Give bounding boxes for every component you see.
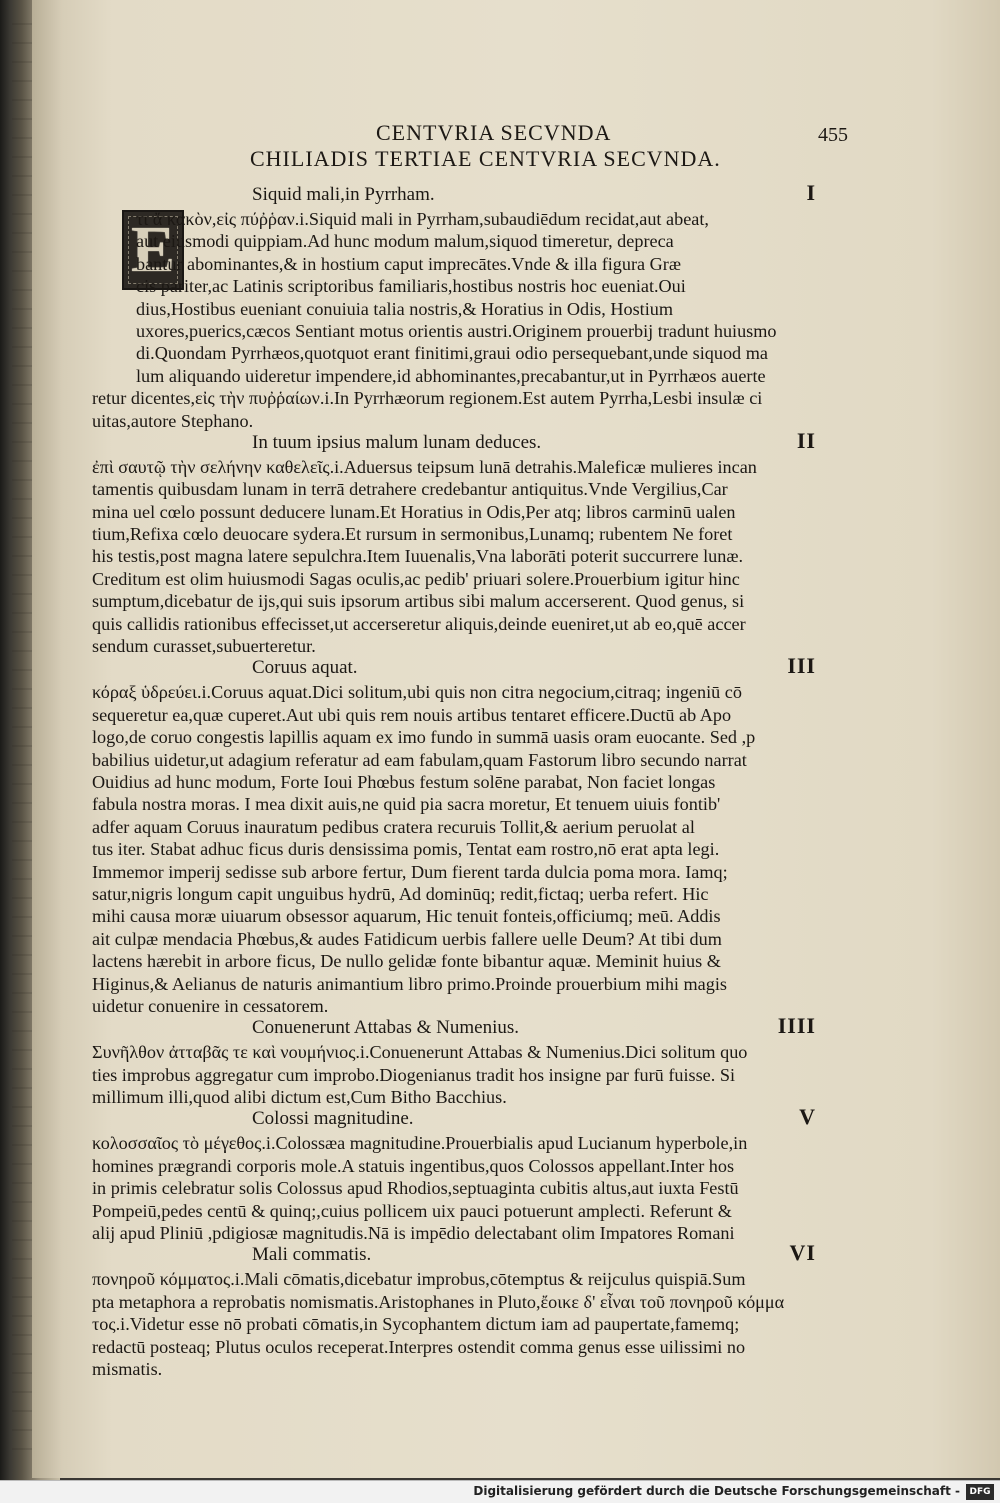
entry-numeral: II xyxy=(796,427,816,453)
text-line: Pompeiū,pedes centū & quinq;,cuius pollicem uix pauci potuerunt amplecti. Referunt & xyxy=(92,1200,732,1221)
text-line: Ouidius ad hunc modum, Forte Ioui Phœbus festum solēne parabat, Non faciet longas xyxy=(92,771,716,792)
entry-numeral: V xyxy=(799,1104,816,1130)
dfg-logo: DFG xyxy=(966,1484,994,1500)
text-line: lactens hærebit in arbore ficus, De nullo gelidæ fonte bibantur aquæ. Meminit huius & xyxy=(92,951,721,972)
entry-heading xyxy=(92,180,832,208)
text-line: uxores,puerics,cæcos Sentiant motus orientis austri.Originem prouerbij tradunt huiusmo xyxy=(136,320,777,341)
entry-heading xyxy=(92,1240,832,1268)
entry-numeral: I xyxy=(806,180,816,205)
entry-body xyxy=(92,681,832,1017)
text-line: uidetur conuenire in cessatorem. xyxy=(92,995,329,1016)
entry-body xyxy=(92,1132,832,1244)
entry-numeral: III xyxy=(787,653,816,679)
scan-credit-text: Digitalisierung gefördert durch die Deutsche Forschungsgemeinschaft - xyxy=(473,1484,960,1498)
entry-numeral: VI xyxy=(789,1240,816,1266)
entry-heading xyxy=(92,1013,832,1041)
text-line: retur dicentes,εἰς τὴν πυῤῥαίων.i.In Pyrrhæorum regionem.Est autem Pyrrha,Lesbi insulæ ci xyxy=(92,388,763,409)
entry-body xyxy=(92,456,832,658)
text-line: uitas,autore Stephano. xyxy=(92,410,254,431)
text-line: sendum curasset,subuerteretur. xyxy=(92,636,316,657)
text-line: quis callidis rationibus effecisset,ut accerseretur aliquis,deinde eueniret,ut ab eo,quē accer xyxy=(92,613,746,634)
text-line: Immemor imperij sedisse sub arbore fertur, Dum fierent tarda dulcia poma mora. Iamq; xyxy=(92,861,728,882)
text-block xyxy=(92,180,832,1380)
text-line: Higinus,& Aelianus de naturis animantium libro primo.Proinde prouerbium mihi magis xyxy=(92,973,727,994)
entry-heading xyxy=(92,653,832,681)
text-line: tium,Refixa cœlo deuocare sydera.Et rursum in sermonibus,Lunamq; rubentem Ne foret xyxy=(92,524,733,545)
text-line: sequeretur ea,quæ cuperet.Aut ubi quis rem nouis artibus tentaret efficere.Ductū ab Apo xyxy=(92,704,732,725)
text-line: tamentis quibusdam lunam in terrā detrahere credebantur antiquitus.Vnde Vergilius,Car xyxy=(92,479,728,500)
text-line: mihi causa moræ uiuarum obsessor aquarum, Hic tenuit fonteis,officiumq; meū. Addis xyxy=(92,906,721,927)
text-line: redactū posteaq; Plutus oculos receperat.Interpres ostendit comma genus esse uilissimi no xyxy=(92,1336,746,1357)
text-line: mina uel cœlo possunt deducere lunam.Et Horatius in Odis,Per atq; libros carminū ualen xyxy=(92,501,736,522)
running-title: CENTVRIA SECVNDA xyxy=(376,120,612,145)
text-line: cis pariter,ac Latinis scriptoribus familiaris,hostibus nostris hoc eueniat.Oui xyxy=(136,276,686,297)
text-line: bantur abominantes,& in hostium caput imprecātes.Vnde & illa figura Græ xyxy=(136,253,681,274)
text-line: tus iter. Stabat adhuc ficus duris densissima pomis, Tentat eam rostro,nō erat apta legi. xyxy=(92,839,720,860)
text-line: τι ἄ κακὸν,εἰς πύῤῥαν.i.Siquid mali in Pyrrham,subaudiēdum recidat,aut abeat, xyxy=(136,209,709,229)
chiliad-title: CHILIADIS TERTIAE CENTVRIA SECVNDA. xyxy=(250,146,721,171)
entry-title: Colossi magnitudine. xyxy=(252,1108,414,1130)
text-line: alij apud Pliniū ,pdigiosæ magnitudis.Nā is impēdio delectabant olim Impatores Romani xyxy=(92,1223,735,1244)
text-line: lum aliquando uideretur impendere,id abhominantes,precabantur,ut in Pyrrhæos auerte xyxy=(136,365,766,386)
text-line: di.Quondam Pyrrhæos,quotquot erant finitimi,graui odio persequebant,unde siquod ma xyxy=(136,343,768,364)
text-line: satur,nigris longum capit unguibus hydrū, Ad dominūq; redit,fictaq; uerba refert. Hic xyxy=(92,883,709,904)
text-line: ἐπὶ σαυτῷ τὴν σελήνην καθελεῖς.i.Aduersus teipsum lunā detrahis.Maleficæ mulieres incan xyxy=(92,456,757,477)
text-line: ties improbus aggregatur cum improbo.Diogenianus tradit hos insigne par furū fuisse. Si xyxy=(92,1064,736,1085)
book-page xyxy=(32,0,1000,1478)
text-line: dius,Hostibus eueniant conuiuia talia nostris,& Horatius in Odis, Hostium xyxy=(136,298,673,319)
text-line: Creditum est olim huiusmodi Sagas oculis,ac pedib' priuari solere.Prouerbium igitur hinc xyxy=(92,568,740,589)
entry-title: Conuenerunt Attabas & Numenius. xyxy=(252,1017,520,1039)
entry-numeral: IIII xyxy=(777,1013,816,1039)
text-line: mismatis. xyxy=(92,1358,163,1379)
entry-title: Coruus aquat. xyxy=(252,657,358,679)
text-line: homines prægrandi corporis mole.A statuis ingentibus,quos Colossos appellant.Inter hos xyxy=(92,1155,735,1176)
text-line: κολοσσαῖος τὸ μέγεθος.i.Colossæa magnitudine.Prouerbialis apud Lucianum hyperbole,in xyxy=(92,1133,748,1154)
text-line: millimum illi,quod alibi dictum est,Cum Bitho Bacchius. xyxy=(92,1087,507,1108)
text-line: πονηροῦ κόμματος.i.Mali cōmatis,dicebatur improbus,cōtemptus & reijculus quispiā.Sum xyxy=(92,1269,746,1290)
text-line: κόραξ ὑδρεύει.i.Coruus aquat.Dici solitum,ubi quis non citra negocium,citraq; ingeniū cō xyxy=(92,682,742,703)
text-line: logo,de coruo congestis lapillis aquam ex imo fundo in summā uasis oram euocante. Sed ,p xyxy=(92,727,756,748)
text-line: ait culpæ mendacia Phœbus,& audes Fatidicum uerbis fallere uelle Deum? At tibi dum xyxy=(92,928,722,949)
text-line: aut eiusmodi quippiam.Ad hunc modum malum,siquod timeretur, depreca xyxy=(136,231,674,252)
text-line: fabula nostra moras. I mea dixit auis,ne quid pia sacra moretur, Et tenuem uiuis fontib' xyxy=(92,794,721,815)
text-line: in primis celebratur solis Colossus apud Rhodios,septuaginta cubitis altus,aut iuxta Festū xyxy=(92,1178,739,1199)
text-line: τος.i.Videtur esse nō probati cōmatis,in Sycophantem dictum iam ad paupertate,famemq; xyxy=(92,1314,740,1335)
entry-body xyxy=(92,1041,832,1108)
text-line: Συνῆλθον ἀτταβᾶς τε καὶ νουμήνιος.i.Conuenerunt Attabas & Numenius.Dici solitum quo xyxy=(92,1042,748,1063)
text-line: babilius uidetur,ut adagium referatur ad eam fabulam,quam Fastorum libro secundo narrat xyxy=(92,749,747,770)
text-line: adfer aquam Coruus inauratum pedibus cratera recuruis Tollit,& aerium peruolat al xyxy=(92,816,695,837)
entry-body xyxy=(92,208,832,432)
entry-title: Mali commatis. xyxy=(252,1244,372,1266)
text-line: sumptum,dicebatur de ijs,qui suis ipsorum artibus sibi malum accerserent. Quod genus, si xyxy=(92,591,745,612)
text-line: pta metaphora a reprobatis nomismatis.Aristophanes in Pluto,ἔοικε δ' εἶναι τοῦ πονηροῦ κόμμα xyxy=(92,1291,785,1312)
entry-body xyxy=(92,1268,832,1380)
entry-title: Siquid mali,in Pyrrham. xyxy=(252,184,435,205)
initial-letter: E xyxy=(130,213,176,286)
entry-title: In tuum ipsius malum lunam deduces. xyxy=(252,431,542,453)
scan-credit-bar xyxy=(0,1480,1000,1503)
entry-heading xyxy=(92,1104,832,1132)
text-line: his testis,post magna latere sepulchra.Item Iuuenalis,Vna laborāti poterit succurrere lunæ. xyxy=(92,546,744,567)
entry-heading xyxy=(92,427,832,456)
folio-number: 455 xyxy=(818,124,848,146)
